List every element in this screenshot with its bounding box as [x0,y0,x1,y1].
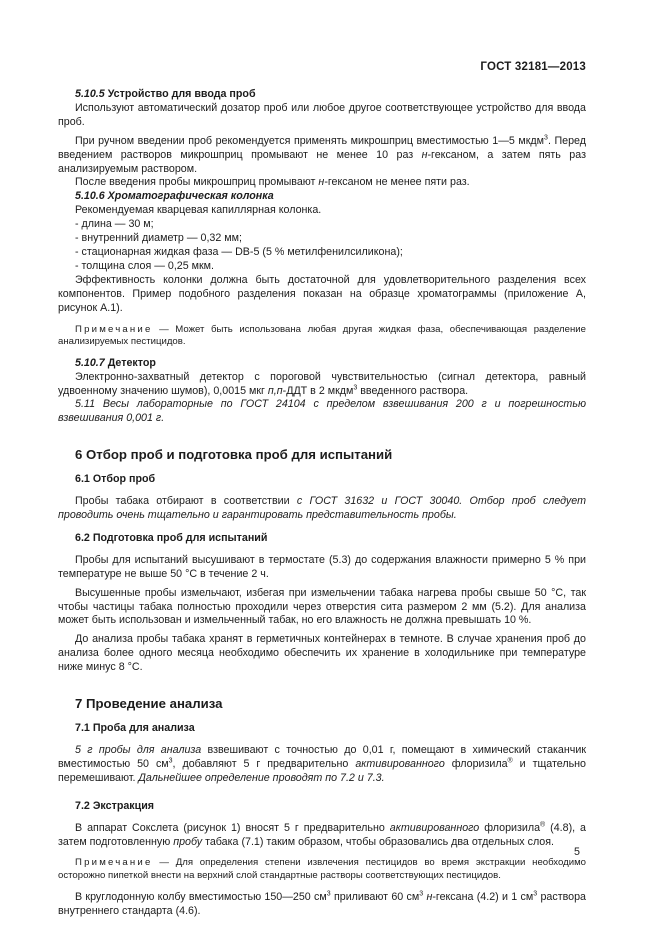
section-5-10-6-heading: 5.10.6 Хроматографическая колонка [75,190,274,203]
italic-text: н [318,176,325,189]
paragraph [58,744,586,786]
paragraph: Высушенные пробы измельчают, избегая при измельчении табака нагрева пробы свыше 50 °С, так чтобы частицы табака полностью проходили через отверстия сита размером 2 мм (5.2). Для анализа может быть использован и измельченный табак, но его влажность не должна превышать 10 %. [58,586,586,627]
superscript: 3 [326,890,331,898]
note-text: — Может быть использована любая другая жидкая фаза, обеспечивающая разделение анализируемых пестицидов. [58,323,586,348]
list-item: - стационарная жидкая фаза — DB-5 (5 % метилфенилсиликона); [75,245,403,258]
section-5-11: 5.11 Весы лабораторные по ГОСТ 24104 с пределом взвешивания 200 г и погрешностью взвешивания 0,001 г. [58,398,586,425]
section-6-1-heading: 6.1 Отбор проб [75,473,156,486]
list-item: - длина — 30 м; [75,218,154,231]
italic-text: н [426,890,433,903]
paragraph [58,176,586,190]
text: и тщательно перемешивают. [58,757,586,784]
text: введенного раствора. [357,384,469,397]
list-item: - внутренний диаметр — 0,32 мм; [75,232,242,245]
list-item: - толщина слоя — 0,25 мкм. [75,259,214,272]
document-body [58,88,586,918]
text: Пробы табака отбирают в соответствии [75,495,297,508]
italic-text: Дальнейшее определение проводят по 7.2 и 7.3. [138,771,385,784]
paragraph [58,891,586,919]
paragraph [58,371,586,399]
paragraph: Эффективность колонки должна быть достаточной для удовлетворительного разделения всех компонентов. Пример подобного разделения показан на образце хроматограммы (приложение А, рисунок А.1). [58,273,586,314]
page-number: 5 [574,846,580,858]
superscript: 3 [353,383,358,391]
section-6-heading: 6 Отбор проб и подготовка проб для испытаний [75,447,393,463]
text: , добавляют 5 г предварительно [172,757,356,770]
text: раствора внутреннего стандарта (4.6). [58,890,586,917]
text: Электронно-захватный детектор с пороговой чувствительностью (сигнал детектора, равный удвоенному значению шумов), 0,0015 мкг [58,370,586,397]
italic-text: п,п [267,384,283,397]
section-5-10-5-heading [58,88,586,102]
document-id-header: ГОСТ 32181—2013 [480,61,586,73]
section-number: 5.10.7 [75,356,105,369]
text: -ДДТ в 2 мкдм [282,384,354,397]
italic-text: активированного [389,821,480,834]
section-7-1-heading: 7.1 Проба для анализа [75,722,195,735]
section-7-heading: 7 Проведение анализа [75,696,223,712]
text: приливают 60 см [330,890,420,903]
text: В аппарат Сокслета (рисунок 1) вносят 5 г предварительно [75,821,390,834]
section-title: Устройство для ввода проб [104,88,256,100]
italic-text: пробу [173,835,203,848]
paragraph [58,135,586,177]
note [58,857,586,882]
section-number: 5.10.5 [75,88,105,100]
paragraph: Используют автоматический дозатор проб или любое другое соответствующее устройство для ввода проб. [58,101,586,128]
section-5-10-7-heading [58,357,586,371]
note-label: Примечание [75,857,153,869]
note [58,324,586,349]
text: флоризила [444,757,508,770]
text: -гексаном не менее пяти раз. [324,176,470,189]
paragraph: Рекомендуемая кварцевая капиллярная колонка. [75,204,322,217]
text: В круглодонную колбу вместимостью 150—250 см [75,890,327,903]
italic-text: активированного [355,757,445,770]
note-text: — Для определения степени извлечения пестицидов во время экстракции необходимо осторожно пипеткой внести на верхний слой стандартные растворы соответствующих пестицидов. [58,857,586,882]
paragraph [58,822,586,850]
italic-text: 5 г пробы для анализа [75,744,202,756]
text: После введения пробы микрошприц промывают [75,176,319,189]
section-6-2-heading: 6.2 Подготовка проб для испытаний [75,531,268,544]
text: При ручном введении проб рекомендуется применять микрошприц вместимостью 1—5 мкдм [75,134,545,147]
paragraph: До анализа пробы табака хранят в герметичных контейнерах в темноте. В случае хранения проб до анализа более одного месяца необходимо обеспечить их хранение в холодильнике при температуре ниже минус 8 °С. [58,633,586,674]
paragraph: Пробы для испытаний высушивают в термостате (5.3) до содержания влажности примерно 5 % при температуре не выше 50 °С в течение 2 ч. [58,553,586,580]
text: флоризила [479,821,541,834]
text: взвешивают с точностью до 0,01 г, помещают в химический стаканчик вместимостью 50 см [58,744,586,770]
superscript: ® [540,821,546,829]
text: -гексана (4.2) и 1 см [432,890,534,903]
paragraph [58,495,586,523]
superscript: ® [507,757,513,765]
text: табака (7.1) таким образом, чтобы образовались два отдельных слоя. [202,835,554,848]
section-7-2-heading: 7.2 Экстракция [75,799,155,812]
italic-text: с ГОСТ 31632 и ГОСТ 30040. Отбор проб следует проводить очень тщательно и гарантировать представительность пробы. [58,495,586,522]
text: . Перед введением растворов микрошприц промывают не менее 10 раз [58,134,586,161]
text: (4.8), а затем подготовленную [58,821,587,848]
section-title: Детектор [104,356,156,369]
italic-text: н [421,148,428,161]
superscript: 3 [533,890,538,898]
note-label: Примечание [75,323,153,335]
superscript: 3 [419,890,424,898]
superscript: 3 [544,134,548,142]
text: -гексаном, а затем пять раз анализируемым раствором. [58,148,586,175]
superscript: 3 [168,757,173,765]
